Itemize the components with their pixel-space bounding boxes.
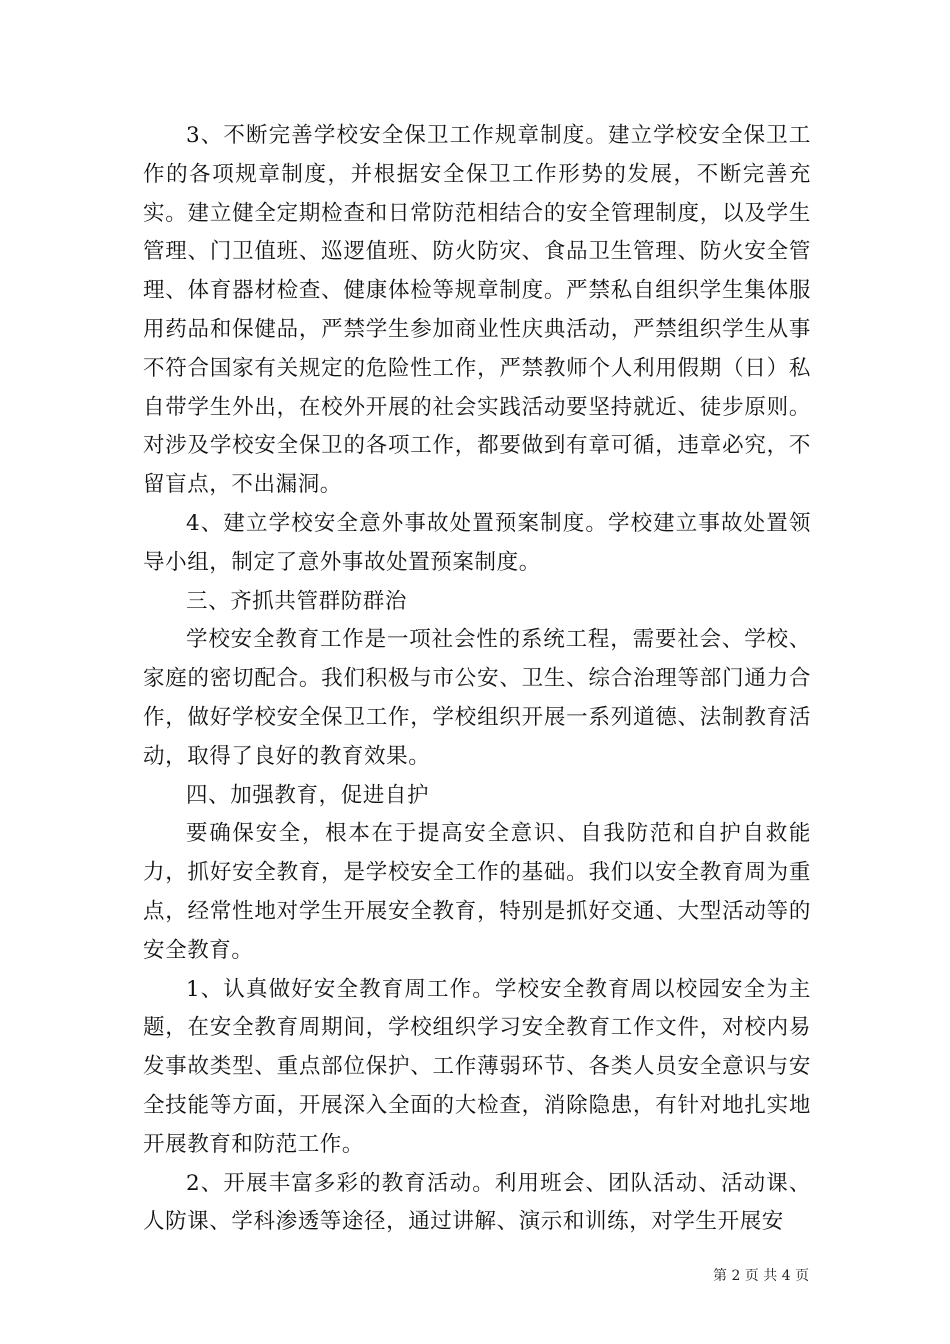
page-number-footer: 第 2 页 共 4 页 xyxy=(713,1268,810,1284)
paragraph-education-activities: 2、开展丰富多彩的教育活动。利用班会、团队活动、活动课、人防课、学科渗透等途径，通过讲解、演示和训练，对学生开展安 xyxy=(143,1170,811,1235)
paragraph-social-cooperation: 学校安全教育工作是一项社会性的系统工程，需要社会、学校、家庭的密切配合。我们积极与市公安、卫生、综合治理等部门通力合作，做好学校安全保卫工作，学校组织开展一系列道德、法制教育活动，取得了良好的教育效果。 xyxy=(143,627,811,769)
section-heading-four: 四、加强教育，促进自护 xyxy=(186,782,430,808)
section-heading-three: 三、齐抓共管群防群治 xyxy=(186,588,408,614)
document-body xyxy=(143,117,811,1242)
paragraph-rules-system: 3、不断完善学校安全保卫工作规章制度。建立学校安全保卫工作的各项规章制度，并根据安全保卫工作形势的发展，不断完善充实。建立健全定期检查和日常防范相结合的安全管理制度，以及学生管理、门卫值班、巡逻值班、防火防灾、食品卫生管理、防火安全管理、体育器材检查、健康体检等规章制度。严禁私自组织学生集体服用药品和保健品，严禁学生参加商业性庆典活动，严禁组织学生从事不符合国家有关规定的危险性工作，严禁教师个人利用假期（日）私自带学生外出，在校外开展的社会实践活动要坚持就近、徒步原则。对涉及学校安全保卫的各项工作，都要做到有章可循，违章必究，不留盲点，不出漏洞。 xyxy=(143,123,811,498)
paragraph-accident-plan: 4、建立学校安全意外事故处置预案制度。学校建立事故处置领导小组，制定了意外事故处置预案制度。 xyxy=(143,510,811,575)
paragraph-safety-week: 1、认真做好安全教育周工作。学校安全教育周以校园安全为主题，在安全教育周期间，学校组织学习安全教育工作文件，对校内易发事故类型、重点部位保护、工作薄弱环节、各类人员安全意识与安全技能等方面，开展深入全面的大检查，消除隐患，有针对地扎实地开展教育和防范工作。 xyxy=(143,976,811,1157)
paragraph-safety-awareness: 要确保安全，根本在于提高安全意识、自我防范和自护自救能力，抓好安全教育，是学校安全工作的基础。我们以安全教育周为重点，经常性地对学生开展安全教育，特别是抓好交通、大型活动等的安全教育。 xyxy=(143,821,811,963)
